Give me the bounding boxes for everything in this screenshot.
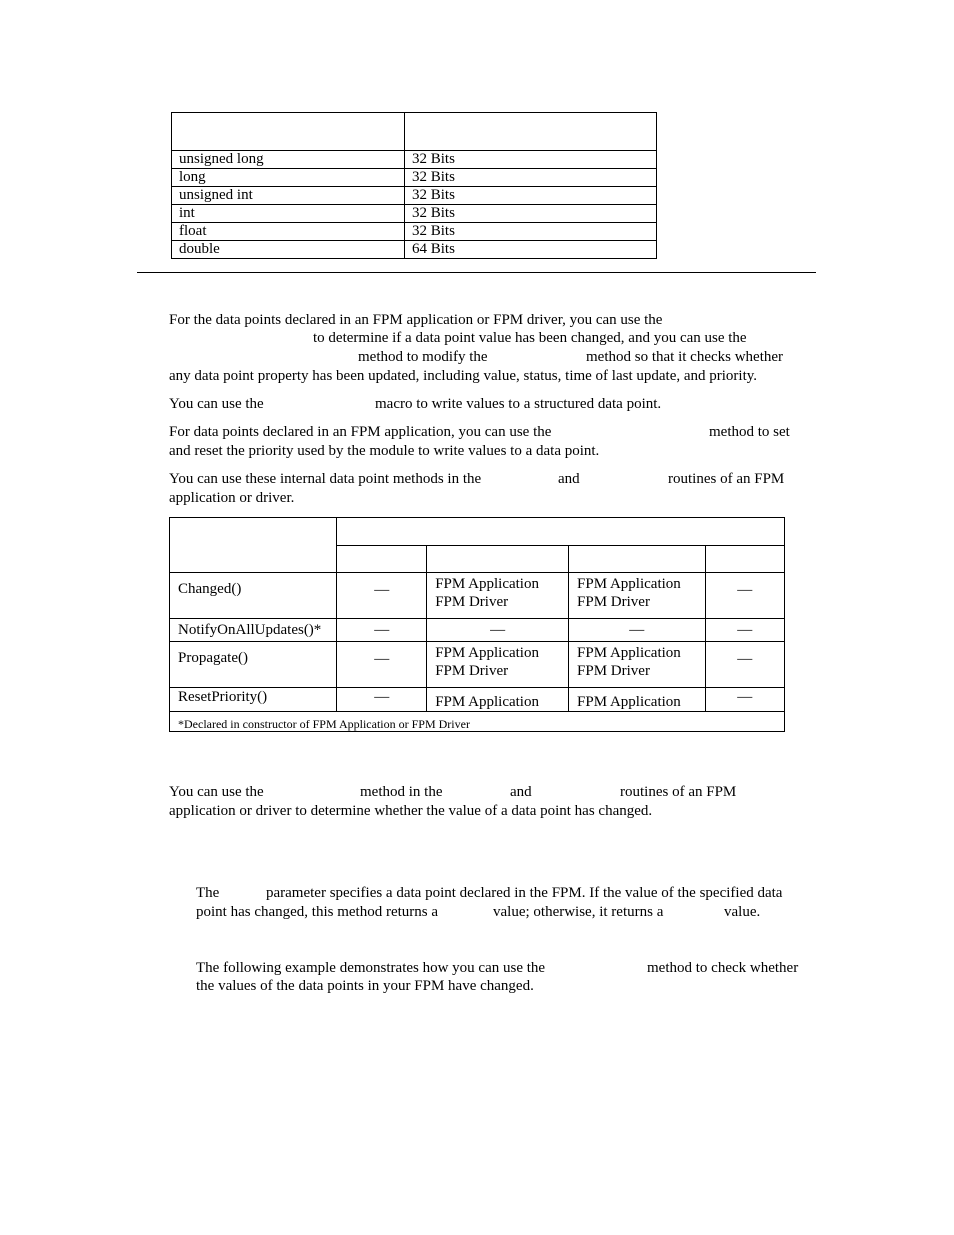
header-cell <box>170 518 337 573</box>
paragraph-line: method to check whether <box>647 960 799 976</box>
paragraph-line: You can use the <box>169 396 264 412</box>
usage-text: FPM Driver <box>577 594 650 610</box>
paragraph-line: value; otherwise, it returns a <box>493 904 664 920</box>
paragraph-line: application or driver. <box>169 490 295 506</box>
paragraph-line: and <box>510 784 532 800</box>
paragraph-line: to determine if a data point value has been changed, and you can use the <box>313 330 747 346</box>
usage-cell: FPM Application <box>427 688 569 712</box>
table-footnote-row <box>170 712 785 732</box>
data-type-size-table <box>171 112 657 259</box>
paragraph-line: method to modify the <box>358 349 488 365</box>
paragraph-line: and reset the priority used by the module to write values to a data point. <box>169 443 600 459</box>
header-cell <box>337 518 785 546</box>
method-name-cell: NotifyOnAllUpdates()* <box>170 619 337 642</box>
paragraph-line: method in the <box>360 784 443 800</box>
size-cell: 32 Bits <box>405 169 657 187</box>
paragraph-line: You can use these internal data point methods in the <box>169 471 482 487</box>
table-row <box>170 619 785 642</box>
table-row <box>170 642 785 688</box>
size-cell: 64 Bits <box>405 241 657 259</box>
table-row <box>172 241 657 259</box>
dash-cell: — <box>569 619 706 642</box>
usage-text: FPM Driver <box>435 663 509 679</box>
dash-cell: — <box>705 573 784 619</box>
usage-cell <box>569 642 706 688</box>
header-cell <box>337 546 427 573</box>
dash-cell: — <box>705 642 784 688</box>
size-cell: 32 Bits <box>405 223 657 241</box>
size-cell: 32 Bits <box>405 187 657 205</box>
usage-text: FPM Application <box>435 576 539 592</box>
paragraph-line: routines of an FPM <box>620 784 737 800</box>
paragraph-line: For the data points declared in an FPM application or FPM driver, you can use the <box>169 312 663 328</box>
dash-cell: — <box>337 619 427 642</box>
paragraph-line: method to set <box>709 424 790 440</box>
dash-cell: — <box>337 688 427 712</box>
usage-cell <box>427 573 569 619</box>
paragraph-line: The <box>196 885 220 901</box>
type-cell: long <box>172 169 405 187</box>
dash-cell: — <box>337 573 427 619</box>
method-usage-table <box>169 517 785 732</box>
table-row <box>172 223 657 241</box>
paragraph-line: any data point property has been updated, including value, status, time of last update, and priority. <box>169 368 758 384</box>
method-name-cell: ResetPriority() <box>170 688 337 712</box>
type-cell: unsigned int <box>172 187 405 205</box>
method-name-cell: Propagate() <box>170 642 337 688</box>
table-row <box>172 205 657 223</box>
dash-cell: — <box>337 642 427 688</box>
paragraph-line: method so that it checks whether <box>586 349 784 365</box>
paragraph-line: The following example demonstrates how you can use the <box>196 960 546 976</box>
table-row <box>172 151 657 169</box>
table-row <box>172 187 657 205</box>
paragraph-line: application or driver to determine whether the value of a data point has changed. <box>169 803 653 819</box>
paragraph-line: You can use the <box>169 784 264 800</box>
type-cell: unsigned long <box>172 151 405 169</box>
dash-cell: — <box>427 619 569 642</box>
type-cell: int <box>172 205 405 223</box>
header-cell <box>569 546 706 573</box>
usage-text: FPM Application <box>577 576 681 592</box>
size-cell: 32 Bits <box>405 151 657 169</box>
header-cell <box>705 546 784 573</box>
usage-cell <box>569 573 706 619</box>
method-name-cell: Changed() <box>170 573 337 619</box>
paragraph-line: For data points declared in an FPM application, you can use the <box>169 424 552 440</box>
header-cell <box>172 113 405 151</box>
paragraph-line: the values of the data points in your FPM have changed. <box>196 978 534 994</box>
paragraph-line: value. <box>724 904 761 920</box>
paragraph-line: point has changed, this method returns a <box>196 904 439 920</box>
usage-cell: FPM Application <box>569 688 706 712</box>
usage-cell <box>427 642 569 688</box>
dash-cell: — <box>705 688 784 712</box>
usage-text: FPM Driver <box>577 663 650 679</box>
usage-text: FPM Application <box>435 645 539 661</box>
table-row <box>172 169 657 187</box>
table-footnote: *Declared in constructor of FPM Application or FPM Driver <box>170 712 785 732</box>
horizontal-rule <box>137 272 816 273</box>
table-header-row <box>172 113 657 151</box>
paragraph-line: and <box>558 471 580 487</box>
header-cell <box>405 113 657 151</box>
dash-cell: — <box>705 619 784 642</box>
type-cell: double <box>172 241 405 259</box>
size-cell: 32 Bits <box>405 205 657 223</box>
paragraph-line: parameter specifies a data point declared in the FPM. If the value of the specified data <box>266 885 783 901</box>
usage-text: FPM Driver <box>435 594 509 610</box>
paragraph-line: macro to write values to a structured data point. <box>375 396 662 412</box>
type-cell: float <box>172 223 405 241</box>
paragraph-line: routines of an FPM <box>668 471 785 487</box>
table-row <box>170 573 785 619</box>
table-row <box>170 688 785 712</box>
table-header-row <box>170 518 785 546</box>
header-cell <box>427 546 569 573</box>
usage-text: FPM Application <box>577 645 681 661</box>
